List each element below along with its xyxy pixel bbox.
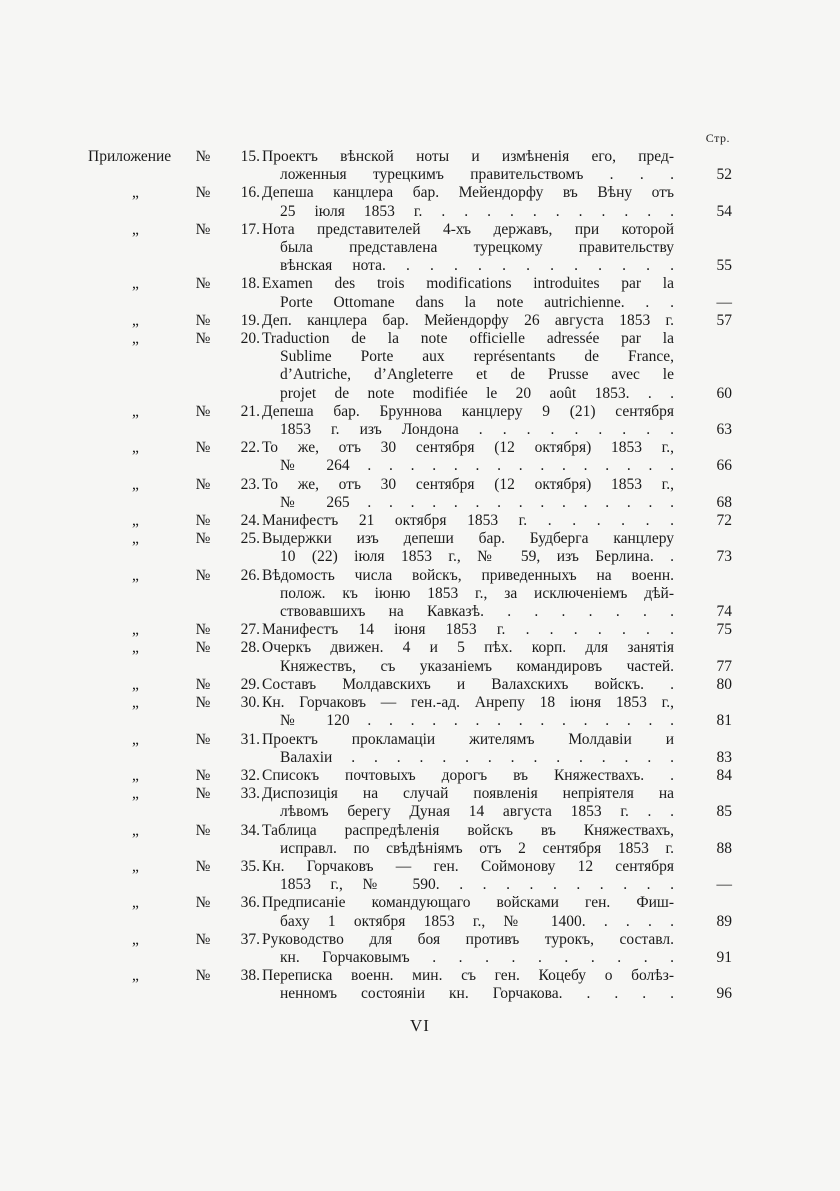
toc-entry [88, 439, 732, 475]
entry-title-line: № 264 . . . . . . . . . . . . . . . [280, 457, 674, 475]
entry-title [262, 822, 674, 858]
number-sign: № [195, 821, 211, 839]
entry-title-line: Списокъ почтовыхъ дорогъ въ Княжествахъ. . [262, 766, 674, 784]
number-sign: № [195, 766, 211, 784]
number-sign: № [195, 530, 211, 548]
ditto-mark: „ [132, 220, 139, 238]
entry-title-line: Porte Ottomane dans la note autrichienne. . . [280, 293, 674, 311]
entry-page-number: 68 [716, 493, 732, 511]
number-sign: № [195, 785, 211, 803]
entry-title-line: Диспозиція на случай появленія непріятеля на [262, 785, 674, 803]
entry-title-line: полож. къ іюню 1853 г., за исключеніемъ дѣй- [280, 584, 674, 602]
entry-title [262, 512, 674, 530]
entry-title-line: 1853 г. изъ Лондона . . . . . . . . . [280, 421, 674, 439]
ditto-mark: „ [132, 821, 139, 839]
entry-number: 19. [240, 311, 260, 329]
ditto-mark: „ [132, 475, 139, 493]
ditto-mark: „ [132, 621, 139, 639]
entry-page-number: 75 [716, 621, 732, 639]
entry-title [262, 476, 674, 512]
entry-title-line: 25 іюля 1853 г. . . . . . . . . . . . [280, 202, 674, 220]
ditto-mark: „ [132, 512, 139, 530]
entry-page-number: 77 [716, 657, 732, 675]
entry-title-line: 1853 г., № 590. . . . . . . . . . . [280, 876, 674, 894]
entry-title-line: Выдержки изъ депеши бар. Будберга канцлеру [262, 530, 674, 548]
toc-entry [88, 512, 732, 530]
entry-page-number: — [716, 293, 732, 311]
entry-page-number: 85 [716, 803, 732, 821]
entry-page-number: 83 [716, 748, 732, 766]
number-sign: № [195, 402, 211, 420]
entry-title-line: ствовавшихъ на Кавказѣ. . . . . . . . [280, 603, 674, 621]
entry-title-line: ложенныя турецкимъ правительствомъ . . . [280, 166, 674, 184]
entry-title-line: № 265 . . . . . . . . . . . . . . . [280, 493, 674, 511]
entry-page-number: 74 [716, 603, 732, 621]
entry-title-line: ненномъ состояніи кн. Горчакова. . . . . [280, 985, 674, 1003]
entry-number: 27. [240, 621, 260, 639]
entry-title-line: Манифестъ 14 іюня 1853 г. . . . . . . . [262, 621, 674, 639]
entry-title [262, 567, 674, 622]
page-number: VI [410, 1016, 430, 1035]
entry-number: 38. [240, 967, 260, 985]
ditto-mark: „ [132, 184, 139, 202]
entry-title-line: d’Autriche, d’Angleterre et de Prusse avec le [280, 366, 674, 384]
entry-page-number: 55 [716, 257, 732, 275]
number-sign: № [195, 566, 211, 584]
toc-entry [88, 894, 732, 930]
entry-page-number: 60 [716, 384, 732, 402]
entry-title-line: Валахіи . . . . . . . . . . . . . . . [280, 748, 674, 766]
entry-title-line: Кн. Горчаковъ — ген. Соймонову 12 сентября [262, 857, 674, 875]
entry-number: 29. [240, 675, 260, 693]
entry-title-line: Sublime Porte aux représentants de France, [280, 348, 674, 366]
entry-page-number: 52 [716, 166, 732, 184]
number-sign: № [195, 439, 211, 457]
toc-entry [88, 767, 732, 785]
entry-number: 22. [240, 439, 260, 457]
entry-number: 37. [240, 930, 260, 948]
ditto-mark: „ [132, 439, 139, 457]
entry-number: 17. [240, 220, 260, 238]
entry-title-line: Переписка военн. мин. съ ген. Коцебу о болѣз- [262, 967, 674, 985]
entry-title-line: Депеша бар. Бруннова канцлеру 9 (21) сентября [262, 402, 674, 420]
entry-page-number: 73 [716, 548, 732, 566]
entry-page-number: 81 [716, 712, 732, 730]
ditto-mark: „ [132, 402, 139, 420]
entry-title [262, 676, 674, 694]
entry-title [262, 221, 674, 276]
entry-title [262, 694, 674, 730]
entry-number: 31. [240, 730, 260, 748]
toc-entry [88, 858, 732, 894]
number-sign: № [195, 220, 211, 238]
entry-page-number: 80 [716, 675, 732, 693]
toc-entry [88, 931, 732, 967]
ditto-mark: „ [132, 785, 139, 803]
entry-title [262, 148, 674, 184]
ditto-mark: „ [132, 566, 139, 584]
ditto-mark: „ [132, 766, 139, 784]
entry-number: 34. [240, 821, 260, 839]
entry-title [262, 767, 674, 785]
entry-number: 15. [240, 148, 260, 165]
toc-entry [88, 476, 732, 512]
ditto-mark: „ [132, 967, 139, 985]
number-sign: № [195, 148, 211, 165]
entry-title-line: Проектъ прокламаціи жителямъ Молдавіи и [262, 730, 674, 748]
number-sign: № [195, 694, 211, 712]
entry-title-line: 10 (22) іюля 1853 г., № 59, изъ Берлина. . [280, 548, 674, 566]
entry-number: 35. [240, 857, 260, 875]
entry-title-line: была представлена турецкому правительству [280, 239, 674, 257]
entry-title-line: Манифестъ 21 октября 1853 г. . . . . . . [262, 512, 674, 530]
entry-title-line: projet de note modifiée le 20 août 1853. . . [280, 384, 674, 402]
toc-entry [88, 221, 732, 276]
entry-number: 36. [240, 894, 260, 912]
ditto-mark: „ [132, 639, 139, 657]
toc-entry [88, 621, 732, 639]
number-sign: № [195, 621, 211, 639]
toc-entry [88, 822, 732, 858]
toc-entry [88, 275, 732, 311]
entry-title-line: вѣнская нота. . . . . . . . . . . . . [280, 257, 674, 275]
entry-title-line: Составъ Молдавскихъ и Валахскихъ войскъ. . [262, 675, 674, 693]
page-column-label: Стр. [705, 131, 730, 145]
number-sign: № [195, 675, 211, 693]
ditto-mark: „ [132, 311, 139, 329]
ditto-mark: „ [132, 894, 139, 912]
ditto-mark: „ [132, 675, 139, 693]
entry-title [262, 785, 674, 821]
entry-title-line: Очеркъ движен. 4 и 5 пѣх. корп. для занятія [262, 639, 674, 657]
number-sign: № [195, 930, 211, 948]
ditto-mark: „ [132, 730, 139, 748]
entry-number: 32. [240, 766, 260, 784]
number-sign: № [195, 730, 211, 748]
entry-title [262, 312, 674, 330]
number-sign: № [195, 275, 211, 293]
number-sign: № [195, 330, 211, 348]
number-sign: № [195, 639, 211, 657]
entry-number: 16. [240, 184, 260, 202]
number-sign: № [195, 967, 211, 985]
entry-title-line: Княжествъ, съ указаніемъ командировъ частей. [280, 657, 674, 675]
entry-page-number: 96 [716, 985, 732, 1003]
ditto-mark: „ [132, 530, 139, 548]
entry-title-line: Нота представителей 4-хъ державъ, при которой [262, 220, 674, 238]
entry-title-line: лѣвомъ берегу Дуная 14 августа 1853 г. . . [280, 803, 674, 821]
number-sign: № [195, 857, 211, 875]
entry-page-number: 72 [716, 512, 732, 530]
toc-entry [88, 785, 732, 821]
entry-title [262, 639, 674, 675]
entry-number: 25. [240, 530, 260, 548]
entry-page-number: 91 [716, 948, 732, 966]
ditto-mark: „ [132, 694, 139, 712]
toc-entry [88, 530, 732, 566]
entry-page-number: 84 [716, 766, 732, 784]
entry-page-number: 66 [716, 457, 732, 475]
entry-number: 20. [240, 330, 260, 348]
toc-entry [88, 676, 732, 694]
entry-title [262, 275, 674, 311]
toc-entry [88, 567, 732, 622]
entry-number: 26. [240, 566, 260, 584]
entry-number: 23. [240, 475, 260, 493]
number-sign: № [195, 475, 211, 493]
entry-title [262, 621, 674, 639]
toc-entry [88, 731, 732, 767]
entry-page-number: 54 [716, 202, 732, 220]
entry-title [262, 894, 674, 930]
entry-title [262, 184, 674, 220]
number-sign: № [195, 894, 211, 912]
entry-page-number: 88 [716, 839, 732, 857]
number-sign: № [195, 311, 211, 329]
number-sign: № [195, 184, 211, 202]
toc-entry [88, 330, 732, 403]
entry-title-line: Деп. канцлера бар. Мейендорфу 26 августа 1853 г. [262, 311, 674, 329]
entry-title-line: баху 1 октября 1853 г., № 1400. . . . . [280, 912, 674, 930]
entry-title-line: Examen des trois modifications introduites par la [262, 275, 674, 293]
entry-title-line: Кн. Горчаковъ — ген.-ад. Анрепу 18 іюня 1853 г., [262, 694, 674, 712]
entry-title [262, 403, 674, 439]
entry-title-line: № 120 . . . . . . . . . . . . . . . [280, 712, 674, 730]
ditto-mark: „ [132, 930, 139, 948]
toc-entry [88, 403, 732, 439]
entry-number: 28. [240, 639, 260, 657]
entry-title [262, 530, 674, 566]
entry-number: 33. [240, 785, 260, 803]
table-of-contents [88, 148, 732, 1004]
entry-title-line: Предписаніе командующаго войсками ген. Фиш- [262, 894, 674, 912]
entry-title-line: То же, отъ 30 сентября (12 октября) 1853 г., [262, 439, 674, 457]
entry-title-line: кн. Горчаковымъ . . . . . . . . . . [280, 948, 674, 966]
entry-title-line: Проектъ вѣнской ноты и измѣненія его, пред- [262, 148, 674, 165]
entry-title-line: исправл. по свѣдѣніямъ отъ 2 сентября 1853 г. [280, 839, 674, 857]
entry-number: 24. [240, 512, 260, 530]
entry-page-number: 57 [716, 311, 732, 329]
toc-entry [88, 312, 732, 330]
toc-entry [88, 184, 732, 220]
entry-page-number: 63 [716, 421, 732, 439]
entry-page-number: — [716, 876, 732, 894]
entry-title-line: Таблица распредѣленія войскъ въ Княжествахъ, [262, 821, 674, 839]
number-sign: № [195, 512, 211, 530]
entry-title [262, 330, 674, 403]
toc-entry [88, 694, 732, 730]
toc-entry [88, 967, 732, 1003]
entry-title [262, 731, 674, 767]
entry-title [262, 439, 674, 475]
entry-prefix: Приложение [88, 148, 172, 165]
entry-number: 18. [240, 275, 260, 293]
entry-title [262, 931, 674, 967]
ditto-mark: „ [132, 275, 139, 293]
toc-entry [88, 148, 732, 184]
entry-title [262, 858, 674, 894]
entry-title-line: Депеша канцлера бар. Мейендорфу въ Вѣну отъ [262, 184, 674, 202]
ditto-mark: „ [132, 857, 139, 875]
toc-entry [88, 639, 732, 675]
ditto-mark: „ [132, 330, 139, 348]
entry-page-number: 89 [716, 912, 732, 930]
entry-number: 21. [240, 402, 260, 420]
entry-title-line: Вѣдомость числа войскъ, приведенныхъ на военн. [262, 566, 674, 584]
entry-title [262, 967, 674, 1003]
entry-title-line: Traduction de la note officielle adressée par la [262, 330, 674, 348]
entry-title-line: То же, отъ 30 сентября (12 октября) 1853 г., [262, 475, 674, 493]
entry-number: 30. [240, 694, 260, 712]
entry-title-line: Руководство для боя противъ турокъ, составл. [262, 930, 674, 948]
